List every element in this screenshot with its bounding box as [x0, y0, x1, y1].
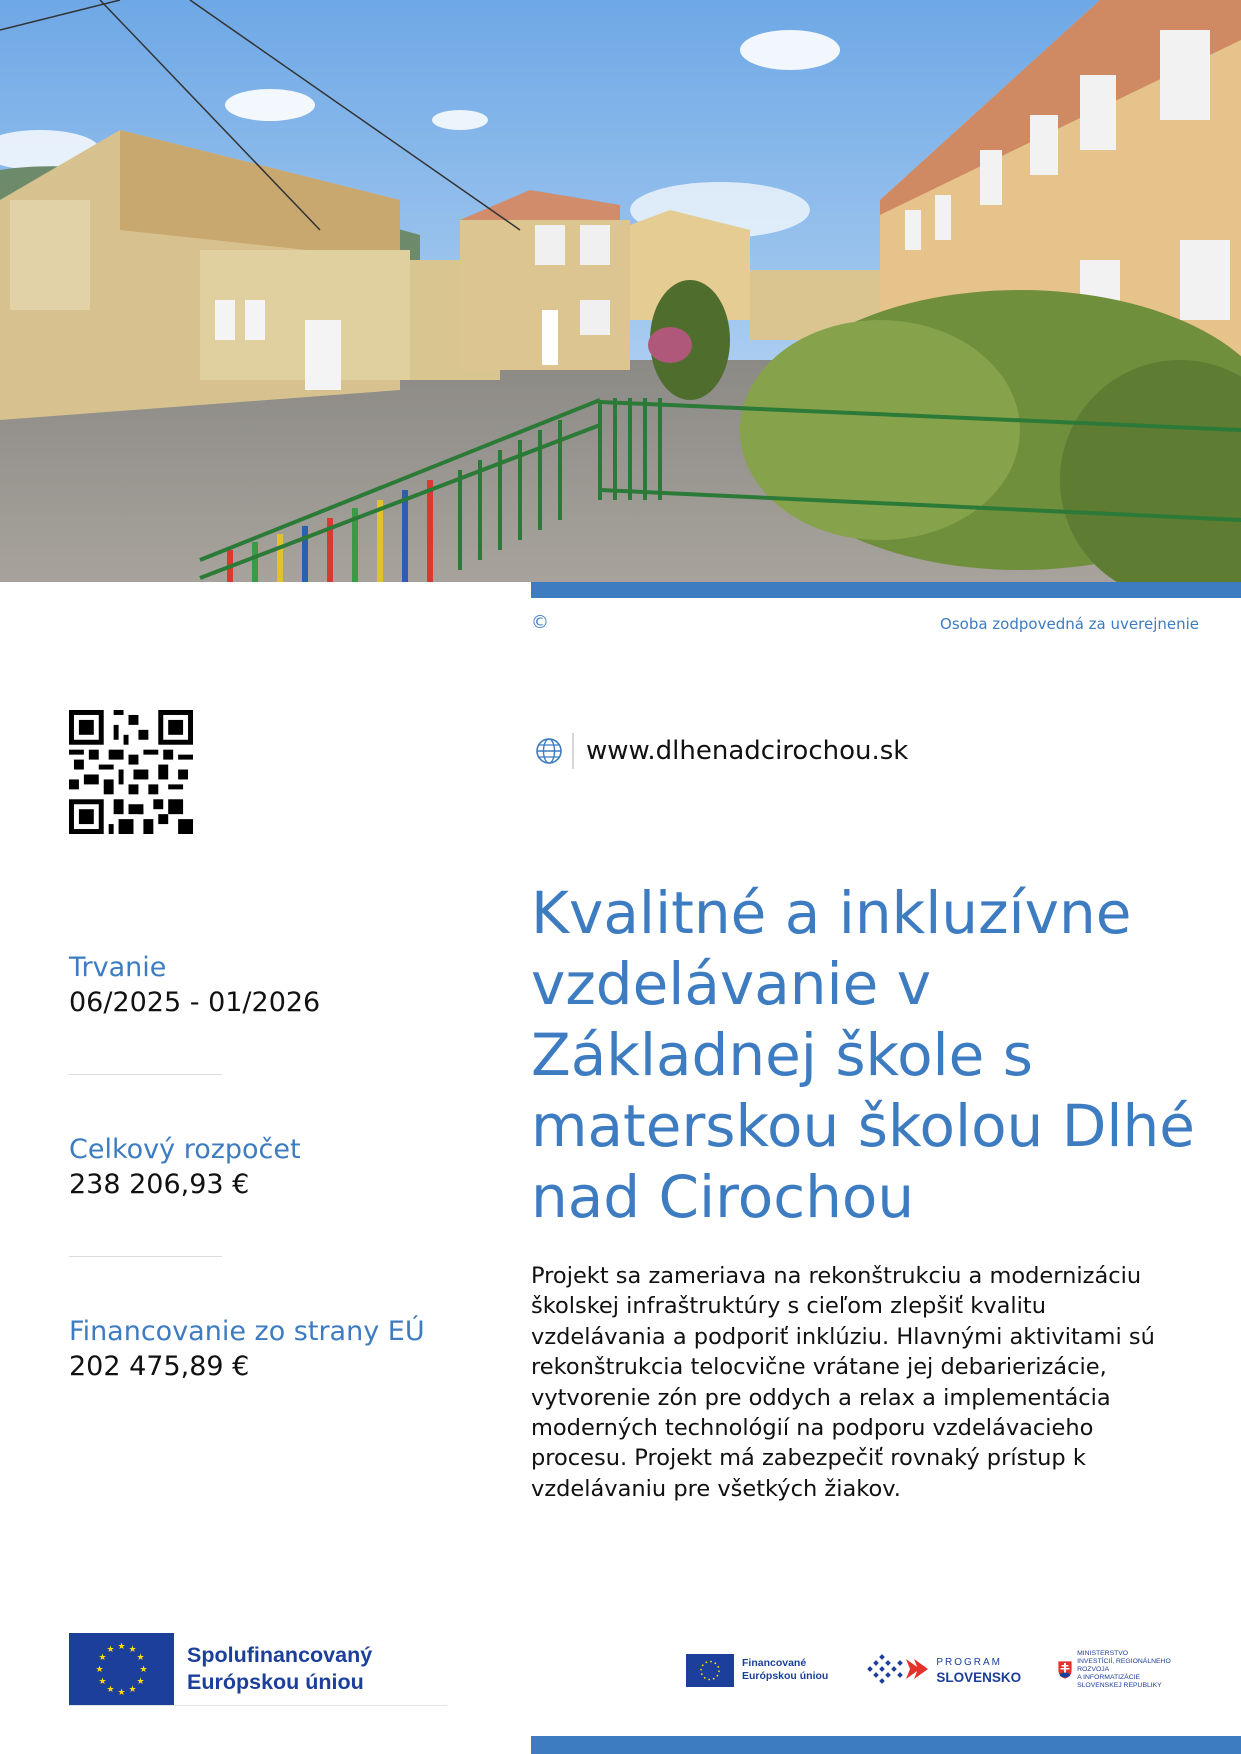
svg-text:★: ★ [117, 1688, 126, 1698]
eu-cofunded-line1: Spolufinancovaný [187, 1643, 373, 1667]
eu-flag-small-icon [686, 1654, 734, 1687]
separator [69, 1074, 222, 1075]
svg-text:★: ★ [98, 1653, 107, 1663]
ministry-line4: SLOVENSKEJ REPUBLIKY [1077, 1682, 1162, 1689]
budget-block [69, 1133, 301, 1203]
website-divider [572, 733, 574, 769]
eu-funded-line2: Európskou úniou [742, 1670, 829, 1682]
svg-text:★: ★ [106, 1645, 115, 1655]
eu-funded-line1: Financované [742, 1657, 807, 1669]
website-url[interactable]: www.dlhenadcirochou.sk [586, 736, 909, 766]
program-slovensko-icon [866, 1653, 930, 1687]
globe-icon [534, 736, 564, 766]
ministry-line3: A INFORMATIZÁCIE [1077, 1674, 1141, 1681]
svg-text:★: ★ [136, 1653, 145, 1663]
accent-bar-bottom [531, 1736, 1241, 1754]
publisher-note: Osoba zodpovedná za uverejnenie [940, 615, 1199, 633]
ministry-logo [1057, 1650, 1197, 1690]
svg-text:★: ★ [128, 1645, 137, 1655]
ministry-line1: MINISTERSTVO [1077, 1650, 1129, 1657]
copyright-symbol: © [531, 612, 549, 633]
budget-label: Celkový rozpočet [69, 1134, 301, 1165]
eu-funding-label: Financovanie zo strany EÚ [69, 1316, 425, 1347]
eu-flag-icon [69, 1633, 174, 1705]
svg-text:★: ★ [128, 1685, 137, 1695]
program-line2: SLOVENSKO [936, 1670, 1022, 1685]
eu-cofunded-line2: Európskou úniou [187, 1670, 364, 1694]
project-description: Projekt sa zameriava na rekonštrukciu a modernizáciu školskej infraštruktúry s cieľom zlepšiť kvalitu vzdelávania a podporiť inklúziu. Hlavnými aktivitami sú rekonštrukcia telocvične vrátane jej debarierizácie, vytvorenie zón pre oddych a relax a implementácia moderných technológií na podporu vzdelávacieho procesu. Projekt má zabezpečiť rovnaký prístup k vzdelávaniu pre všetkých žiakov. [531, 1263, 1155, 1502]
svg-text:★: ★ [139, 1665, 148, 1675]
program-slovensko-logo [866, 1653, 1021, 1687]
svg-text:★: ★ [95, 1665, 104, 1675]
svg-text:★: ★ [117, 1642, 126, 1652]
program-line1: PROGRAM [936, 1657, 1002, 1668]
website-link[interactable] [534, 733, 908, 769]
qr-code [69, 710, 193, 834]
eu-cofunded-logo [69, 1633, 372, 1705]
budget-value: 238 206,93 € [69, 1169, 250, 1200]
eu-funding-value: 202 475,89 € [69, 1351, 250, 1382]
svg-text:★: ★ [136, 1677, 145, 1687]
separator [69, 1256, 222, 1257]
accent-bar-top [531, 582, 1241, 598]
project-title: Kvalitné a inkluzívne vzdelávanie v Základnej škole s materskou školou Dlhé nad Cirochou [531, 879, 1195, 1231]
duration-block [69, 951, 320, 1021]
partner-logos [686, 1650, 1197, 1690]
footer-divider [69, 1705, 447, 1706]
svg-text:★: ★ [98, 1677, 107, 1687]
slovak-coat-of-arms-icon [1057, 1660, 1073, 1680]
eu-funding-block [69, 1315, 425, 1385]
eu-funded-logo [686, 1654, 828, 1687]
svg-text:★: ★ [106, 1685, 115, 1695]
ministry-line2: INVESTÍCIÍ, REGIONÁLNEHO ROZVOJA [1077, 1658, 1171, 1673]
school-photo [0, 0, 1241, 582]
duration-label: Trvanie [69, 952, 167, 983]
duration-value: 06/2025 - 01/2026 [69, 987, 321, 1018]
